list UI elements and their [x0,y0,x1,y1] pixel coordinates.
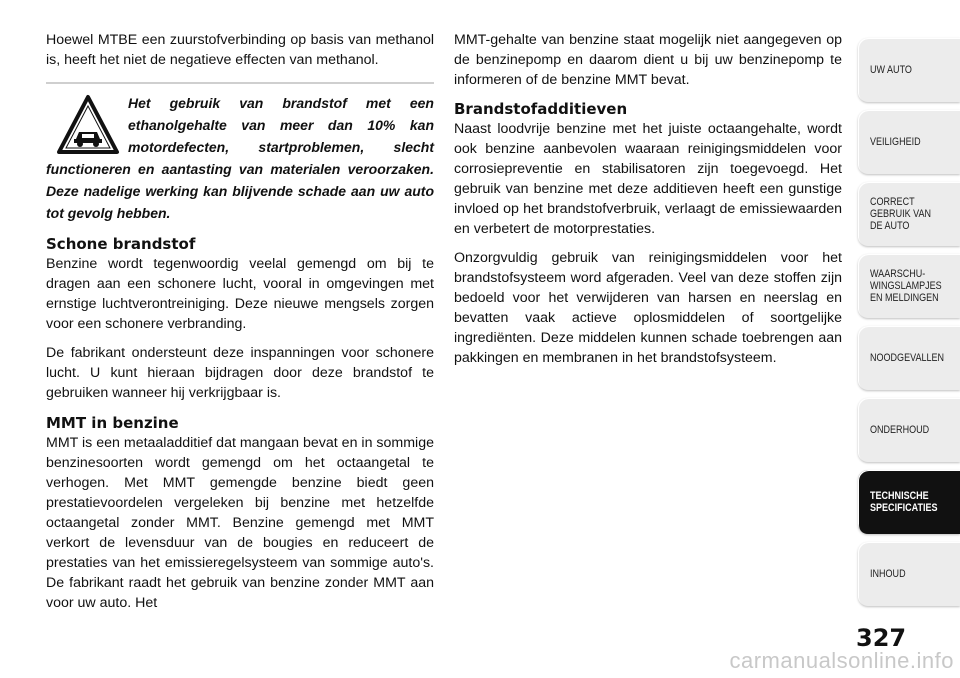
mmt-paragraph: MMT is een metaaladditief dat mangaan bevat en in sommige benzinesoorten wordt gemengd om het octaangetal te verhogen. Met MMT gemengde benzine biedt geen prestatievoordelen vergeleken bij benzine met hetzelfde octaangetal zonder MMT. Benzine gemengd met MMT verkort de levensduur van de bougies en reduceert de prestaties van het emissieregelsysteem van sommige auto's. De fabrikant raadt het gebruik van benzine zonder MMT aan voor uw auto. Het [46,435,434,611]
heading-clean-fuel: Schone brandstof [46,235,196,253]
tab-technische-specificaties[interactable]: TECHNISCHE SPECIFICATIES [858,470,960,534]
tab-veiligheid[interactable]: VEILIGHEID [858,110,960,174]
heading-fuel-additives: Brandstofadditieven [454,100,628,118]
warning-text: Het gebruik van brandstof met een ethanolgehalte van meer dan 10% kan motordefecten, startproblemen, slecht functioneren en aantasting van materialen veroorzaken. Deze nadelige werking kan blijvende schade aan uw auto tot gevolg hebben. [46,95,434,221]
tab-onderhoud[interactable]: ONDERHOUD [858,398,960,462]
right-column [454,30,842,377]
warning-box [46,82,434,224]
additives-paragraph-2: Onzorgvuldig gebruik van reinigingsmiddelen voor het brandstofsysteem word afgeraden. Veel van deze stoffen zijn bedoeld voor het verwijderen van harsen en neerslag en bevatten vaak actieve oplosmiddelen of soortgelijke ingrediënten. Deze middelen kunnen schade toebrengen aan pakkingen en membranen in het brandstofsysteem. [454,250,842,366]
tab-noodgevallen[interactable]: NOODGEVALLEN [858,326,960,390]
page-number: 327 [856,624,907,652]
watermark: carmanualsonline.info [729,648,954,673]
clean-fuel-paragraph-1: Benzine wordt tegenwoordig veelal gemengd om bij te dragen aan een schonere lucht, vooral in omgevingen met ernstige luchtverontreiniging. Deze nieuwe mengsels zorgen voor een schonere verbranding. [46,256,434,332]
warning-triangle-car-icon [56,94,120,156]
intro-paragraph: Hoewel MTBE een zuurstofverbinding op basis van methanol is, heeft het niet de negatieve effecten van methanol. [46,32,434,68]
chapter-tabs [858,0,960,678]
left-column [46,30,434,622]
continuation-paragraph: MMT-gehalte van benzine staat mogelijk niet aangegeven op de benzinepomp en daarom dient u bij uw benzinepomp te informeren of de benzine MMT bevat. [454,32,842,88]
additives-paragraph-1: Naast loodvrije benzine met het juiste octaangehalte, wordt ook benzine aanbevolen waaraan reinigingsmiddelen voor corrosiepreventie en stabilisatoren zijn toegevoegd. Het gebruik van benzine met deze additieven heeft een gunstige invloed op het brandstofverbruik, verlaagt de emissiewaarden en verbetert de motorprestaties. [454,121,842,237]
tab-inhoud[interactable]: INHOUD [858,542,960,606]
clean-fuel-paragraph-2: De fabrikant ondersteunt deze inspanningen voor schonere lucht. U kunt hieraan bijdragen door deze brandstof te gebruiken wanneer hij verkrijgbaar is. [46,345,434,401]
tab-waarschuwingslampjes[interactable]: WAARSCHU- WINGSLAMPJES EN MELDINGEN [858,254,960,318]
tab-correct-gebruik[interactable]: CORRECT GEBRUIK VAN DE AUTO [858,182,960,246]
heading-mmt: MMT in benzine [46,414,179,432]
tab-uw-auto[interactable]: UW AUTO [858,38,960,102]
